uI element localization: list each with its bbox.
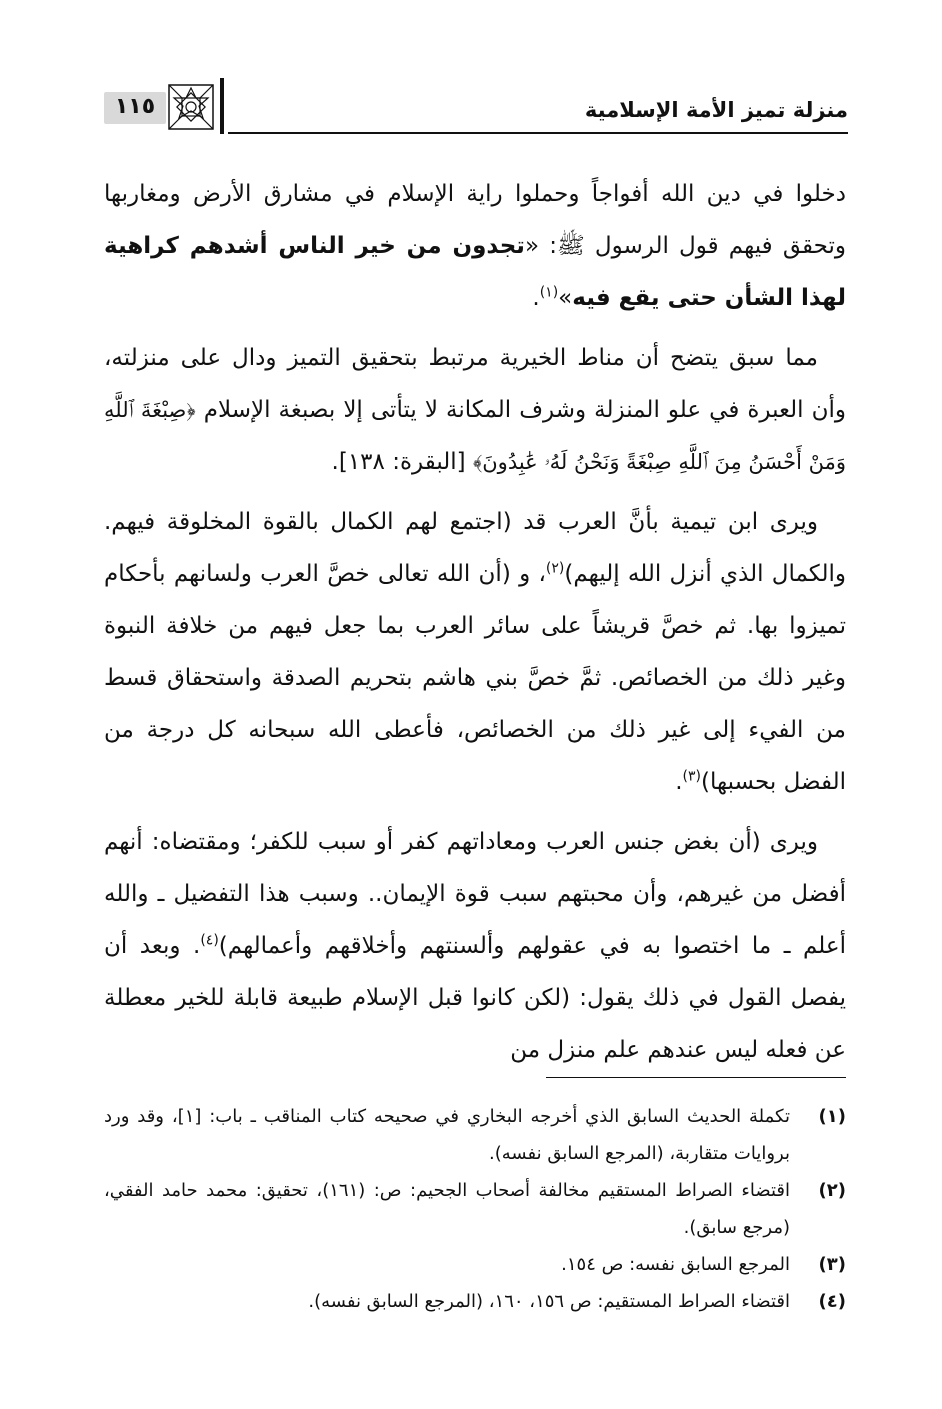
paragraph-text: [البقرة: ١٣٨]. bbox=[331, 449, 473, 475]
paragraph-text: ويرى (أن بغض جنس العرب ومعاداتهم كفر أو سبب للكفر؛ ومقتضاه: أنهم أفضل من غيرهم، وأن محبتهم سبب قوة الإيمان.. وسبب هذا التفضيل ـ والله أعلم ـ ما اختصوا به في عقولهم وألسنتهم وأخلاقهم وأعمالهم) bbox=[104, 829, 847, 959]
running-title: منزلة تميز الأمة الإسلامية bbox=[584, 98, 848, 122]
body-text bbox=[104, 168, 846, 1084]
header-vertical-bar bbox=[220, 78, 224, 134]
paragraph-text: دخلوا في دين الله أفواجاً وحملوا راية الإسلام في مشارق الأرض ومغاربها وتحقق فيهم قول الرسول ﷺ: « bbox=[104, 181, 847, 259]
footnotes bbox=[104, 1098, 846, 1320]
paragraph-text: ، و (أن الله تعالى خصَّ العرب ولسانهم بأحكام تميزوا بها. ثم خصَّ قريشاً على سائر العرب بما جعل فيهم من خلافة النبوة وغير ذلك من الخصائص. ثمَّ خصَّ بني هاشم بتحريم الصدقة واستحقاق قسط من الفيء إلى غير ذلك من الخصائص، فأعطى الله سبحانه كل درجة من الفضل بحسبها) bbox=[104, 561, 846, 795]
footnote-number: (٤) bbox=[818, 1291, 846, 1312]
paragraph-text: . وبعد أن يفصل القول في ذلك يقول: (لكن كانوا قبل الإسلام طبيعة قابلة للخير معطلة عن فعله ليس عندهم علم منزل من bbox=[104, 933, 846, 1063]
running-header bbox=[100, 78, 848, 136]
footnote-number: (٢) bbox=[818, 1180, 846, 1201]
page-number-badge bbox=[104, 92, 166, 124]
paragraph-1 bbox=[104, 168, 846, 324]
header-rule bbox=[228, 132, 848, 134]
footnote-text: اقتضاء الصراط المستقيم: ص ١٥٦، ١٦٠، (المرجع السابق نفسه). bbox=[308, 1291, 790, 1312]
paragraph-text: مما سبق يتضح أن مناط الخيرية مرتبط بتحقيق التميز ودال على منزلته، وأن العبرة في علو المنزلة وشرف المكانة لا يتأتى إلا بصبغة الإسلام bbox=[104, 345, 846, 423]
footnote-3 bbox=[104, 1246, 846, 1283]
footnote-number: (١) bbox=[818, 1106, 846, 1127]
geometric-ornament-icon bbox=[168, 84, 214, 130]
paragraph-text: » bbox=[558, 285, 573, 311]
footnote-separator bbox=[546, 1077, 846, 1078]
paragraph-text: . bbox=[532, 285, 540, 311]
paragraph-text: . bbox=[675, 769, 683, 795]
page-number: ١١٥ bbox=[114, 94, 156, 119]
paragraph-4 bbox=[104, 816, 846, 1076]
footnote-1 bbox=[104, 1098, 846, 1172]
footnote-number: (٣) bbox=[818, 1254, 846, 1275]
footnote-ref: (٤) bbox=[200, 932, 219, 949]
hadith-quote: تجدون من خير الناس أشدهم كراهية لهذا الشأن حتى يقع فيه bbox=[104, 233, 846, 311]
paragraph-text: ويرى ابن تيمية بأنَّ العرب قد (اجتمع لهم الكمال بالقوة المخلوقة فيهم. والكمال الذي أنزل الله إليهم) bbox=[104, 509, 846, 587]
footnote-4 bbox=[104, 1283, 846, 1320]
footnote-ref: (٢) bbox=[545, 560, 565, 577]
paragraph-3 bbox=[104, 496, 846, 808]
footnote-ref: (٣) bbox=[682, 768, 701, 785]
paragraph-2 bbox=[104, 332, 846, 488]
footnote-text: المرجع السابق نفسه: ص ١٥٤. bbox=[561, 1254, 790, 1275]
footnote-text: اقتضاء الصراط المستقيم مخالفة أصحاب الجحيم: ص: (١٦١)، تحقيق: محمد حامد الفقي، (مرجع سابق). bbox=[104, 1180, 790, 1238]
footnote-ref: (١) bbox=[539, 284, 559, 301]
footnote-2 bbox=[104, 1172, 846, 1246]
quran-verse: ﴿صِبْغَةَ ٱللَّهِ وَمَنْ أَحْسَنُ مِنَ ٱللَّهِ صِبْغَةً وَنَحْنُ لَهُۥ عَٰبِدُونَ﴾ bbox=[104, 398, 846, 474]
footnote-text: تكملة الحديث السابق الذي أخرجه البخاري في صحيحه كتاب المناقب ـ باب: [١]، وقد ورد بروايات متقاربة، (المرجع السابق نفسه). bbox=[104, 1106, 791, 1164]
